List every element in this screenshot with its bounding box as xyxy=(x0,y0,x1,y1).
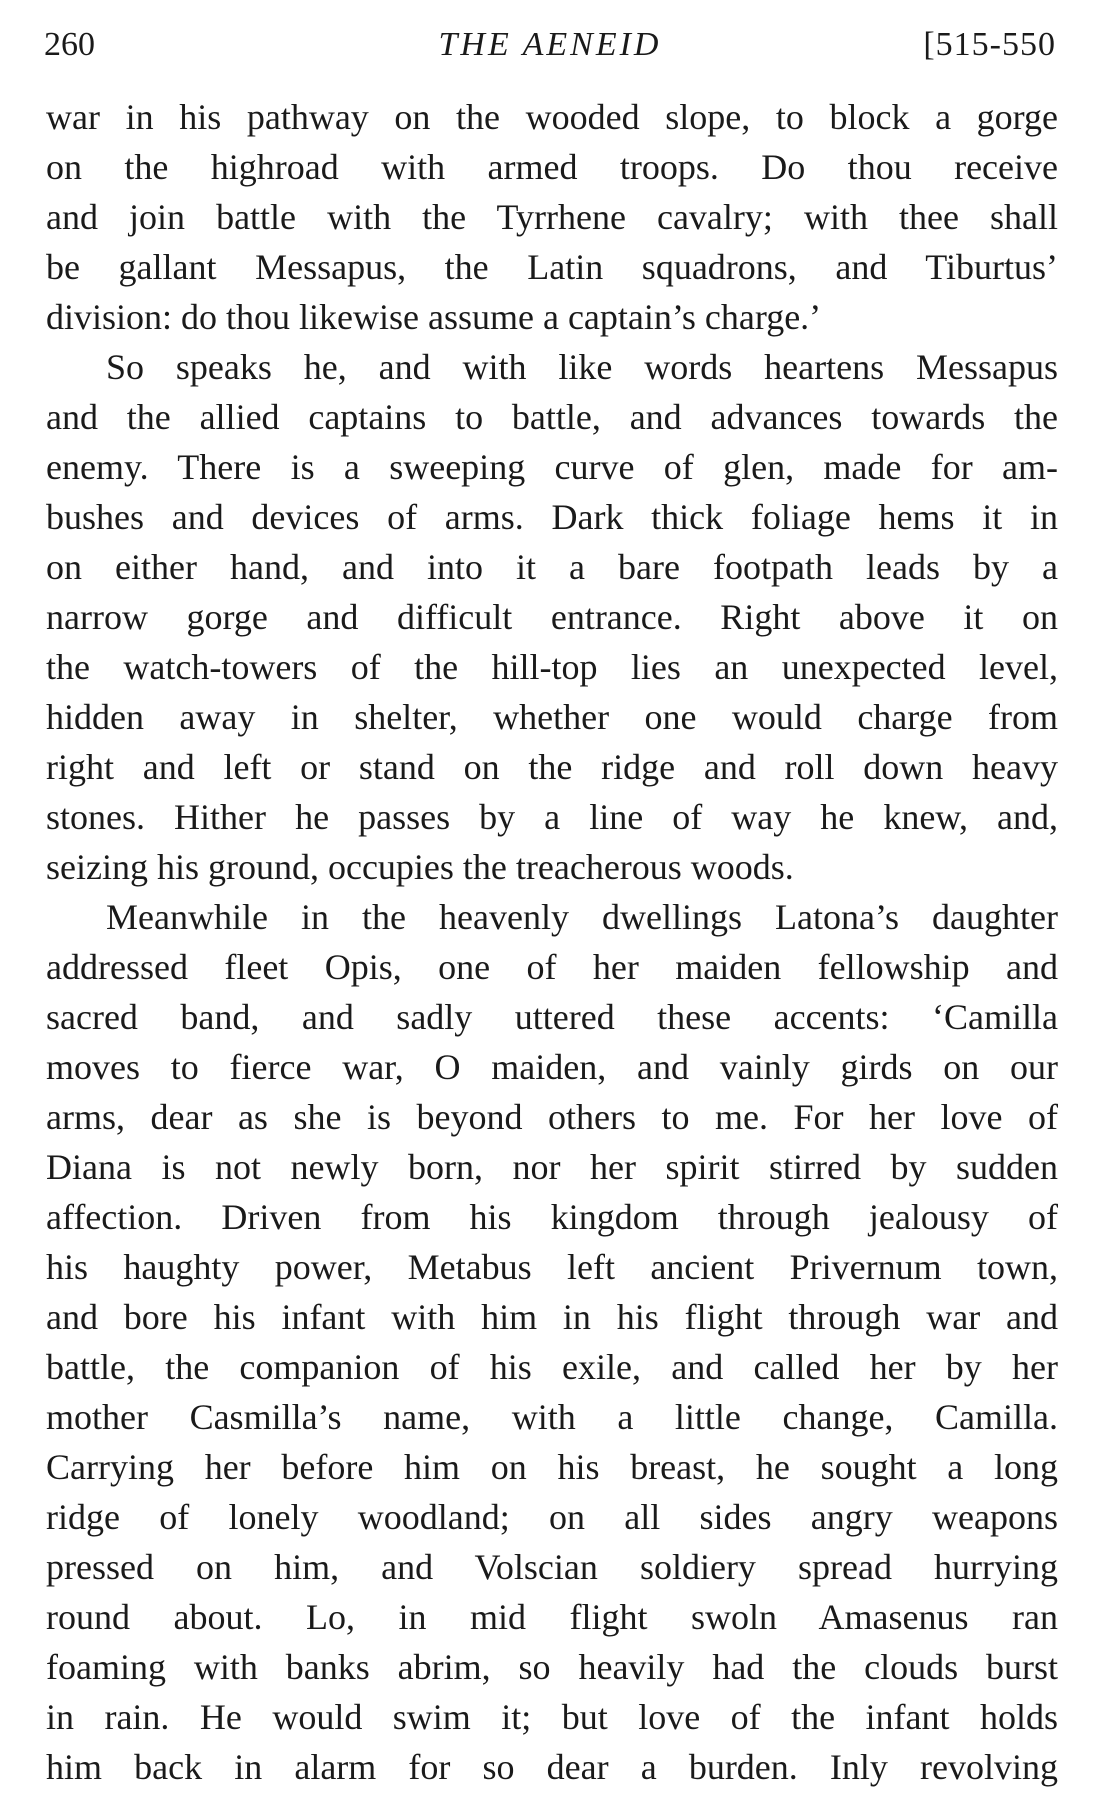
text-line: bushes and devices of arms. Dark thick foliage hems it in xyxy=(46,497,1058,537)
text-line: pressed on him, and Volscian soldiery spread hurrying xyxy=(46,1547,1058,1587)
text-line: foaming with banks abrim, so heavily had the clouds burst xyxy=(46,1647,1058,1687)
text-line: stones. Hither he passes by a line of way he knew, and, xyxy=(46,797,1058,837)
text-line: round about. Lo, in mid flight swoln Amasenus ran xyxy=(46,1597,1058,1637)
text-line: hidden away in shelter, whether one would charge from xyxy=(46,697,1058,737)
paragraph-start-line: So speaks he, and with like words heartens Messapus xyxy=(106,347,1058,387)
text-line: and join battle with the Tyrrhene cavalry; with thee shall xyxy=(46,197,1058,237)
text-line: enemy. There is a sweeping curve of glen, made for am- xyxy=(46,447,1058,487)
text-line: and bore his infant with him in his flight through war and xyxy=(46,1297,1058,1337)
text-line: division: do thou likewise assume a captain’s charge.’ xyxy=(46,297,822,337)
text-line: arms, dear as she is beyond others to me. For her love of xyxy=(46,1097,1058,1137)
text-line: affection. Driven from his kingdom through jealousy of xyxy=(46,1197,1058,1237)
text-line: his haughty power, Metabus left ancient Privernum town, xyxy=(46,1247,1058,1287)
text-line: be gallant Messapus, the Latin squadrons, and Tiburtus’ xyxy=(46,247,1058,287)
text-line: addressed fleet Opis, one of her maiden fellowship and xyxy=(46,947,1058,987)
text-line: the watch-towers of the hill-top lies an unexpected level, xyxy=(46,647,1058,687)
text-line: on either hand, and into it a bare footpath leads by a xyxy=(46,547,1058,587)
text-line: battle, the companion of his exile, and called her by her xyxy=(46,1347,1058,1387)
page-header xyxy=(44,18,1056,72)
text-line: on the highroad with armed troops. Do thou receive xyxy=(46,147,1058,187)
text-line: Carrying her before him on his breast, he sought a long xyxy=(46,1447,1058,1487)
text-line: in rain. He would swim it; but love of the infant holds xyxy=(46,1697,1058,1737)
line-range: [515-550 xyxy=(923,26,1056,63)
text-line: right and left or stand on the ridge and roll down heavy xyxy=(46,747,1058,787)
text-line: moves to fierce war, O maiden, and vainly girds on our xyxy=(46,1047,1058,1087)
text-line: sacred band, and sadly uttered these accents: ‘Camilla xyxy=(46,997,1058,1037)
text-line: narrow gorge and difficult entrance. Right above it on xyxy=(46,597,1058,637)
text-line: ridge of lonely woodland; on all sides angry weapons xyxy=(46,1497,1058,1537)
text-line: war in his pathway on the wooded slope, to block a gorge xyxy=(46,97,1058,137)
page-number: 260 xyxy=(44,26,95,63)
text-line: mother Casmilla’s name, with a little change, Camilla. xyxy=(46,1397,1058,1437)
text-line: seizing his ground, occupies the treacherous woods. xyxy=(46,847,794,887)
running-title: THE AENEID xyxy=(438,26,662,63)
text-line: him back in alarm for so dear a burden. Inly revolving xyxy=(46,1747,1058,1787)
text-line: Diana is not newly born, nor her spirit stirred by sudden xyxy=(46,1147,1058,1187)
body-text xyxy=(46,92,1058,1792)
text-line: and the allied captains to battle, and advances towards the xyxy=(46,397,1058,437)
paragraph-start-line: Meanwhile in the heavenly dwellings Latona’s daughter xyxy=(106,897,1058,937)
